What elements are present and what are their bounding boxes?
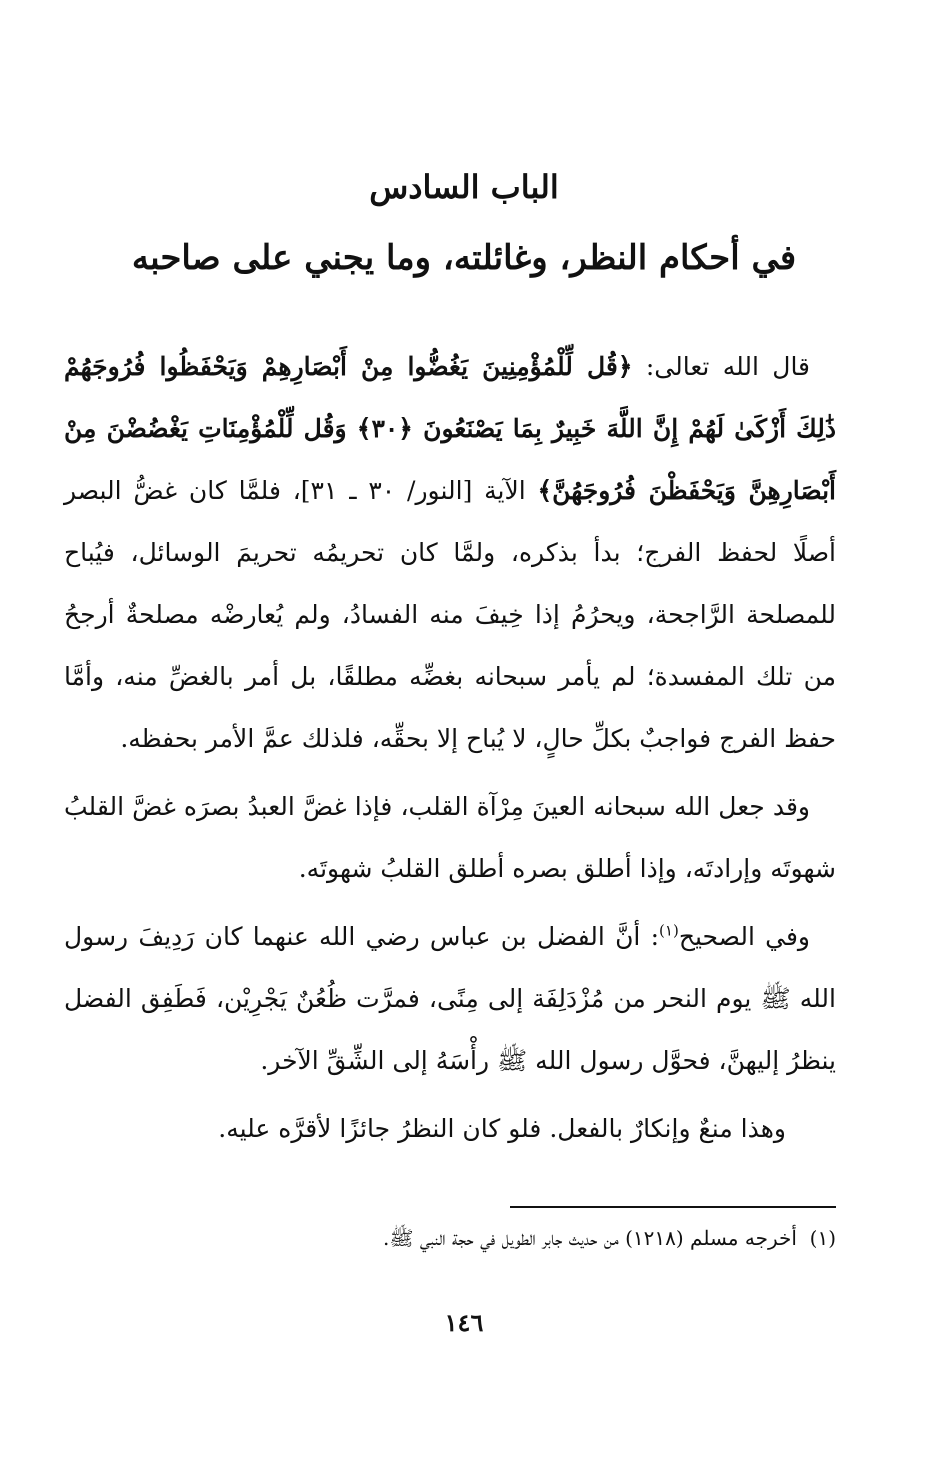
quran-verse: ﴿قُل لِّلْمُؤْمِنِينَ يَغُضُّوا مِنْ أَبْصَارِهِمْ وَيَحْفَظُوا فُرُوجَهُمْ ذَٰلِكَ أَزْكَىٰ لَهُمْ إِنَّ اللَّهَ خَبِيرٌ بِمَا يَصْنَعُونَ ﴿٣٠﴾ وَقُل لِّلْمُؤْمِنَاتِ يَغْضُضْنَ مِنْ أَبْصَارِهِنَّ وَيَحْفَظْنَ فُرُوجَهُنَّ﴾ [64, 352, 837, 505]
footnote-text: أخرجه مسلم (١٢١٨) من حديث جابر الطويل في حجة النبي ﷺ. [382, 1226, 797, 1250]
paragraph-4: وهذا منعٌ وإنكارٌ بالفعل. فلو كان النظرُ جائزًا لأقرَّه عليه. [218, 1114, 786, 1143]
chapter-subtitle: في أحكام النظر، وغائلته، وما يجني على صاحبه [131, 238, 797, 278]
paragraph-3 [64, 906, 836, 1092]
paragraph-intro: قال الله تعالى: [632, 352, 811, 381]
footnote-marker: (١) [809, 1226, 836, 1250]
footnote-divider [510, 1206, 836, 1208]
chapter-title: الباب السادس [369, 168, 559, 206]
paragraph-1 [64, 336, 836, 770]
footnote [64, 1226, 836, 1255]
paragraph-2: وقد جعل الله سبحانه العينَ مِرْآة القلب، فإذا غضَّ العبدُ بصرَه غضَّ القلبُ شهوتَه وإرادتَه، وإذا أطلق بصره أطلق القلبُ شهوتَه. [64, 792, 836, 883]
paragraph-text: الآية [النور/ ٣٠ ـ ٣١]، فلمَّا كان غضُّ البصر أصلًا لحفظ الفرج؛ بدأ بذكره، ولمَّا كان تحريمُه تحريمَ الوسائل، فيُباح للمصلحة الرَّاجحة، ويحرُمُ إذا خِيفَ منه الفسادُ، ولم يُعارضْه مصلحةٌ أرجحُ من تلك المفسدة؛ لم يأمر سبحانه بغضِّه مطلقًا، بل أمر بالغضِّ منه، وأمَّا حفظ الفرج فواجبٌ بكلِّ حالٍ، لا يُباح إلا بحقِّه، فلذلك عمَّ الأمر بحفظه. [64, 476, 836, 753]
page-number: ١٤٦ [444, 1308, 484, 1337]
body-text [64, 336, 836, 1166]
paragraph-text: : أنَّ الفضل بن عباس رضي الله عنهما كان رَدِيفَ رسول الله ﷺ يوم النحر من مُزْدَلِفَة إلى مِنًى، فمرَّت ظُعُنٌ يَجْرِيْن، فَطَفِق الفضل ينظرُ إليهنَّ، فحوَّل رسول الله ﷺ رأْسَهُ إلى الشِّقِّ الآخر. [64, 922, 836, 1075]
footnote-reference: (١) [659, 921, 679, 940]
paragraph-text: وفي الصحيح [678, 922, 810, 951]
